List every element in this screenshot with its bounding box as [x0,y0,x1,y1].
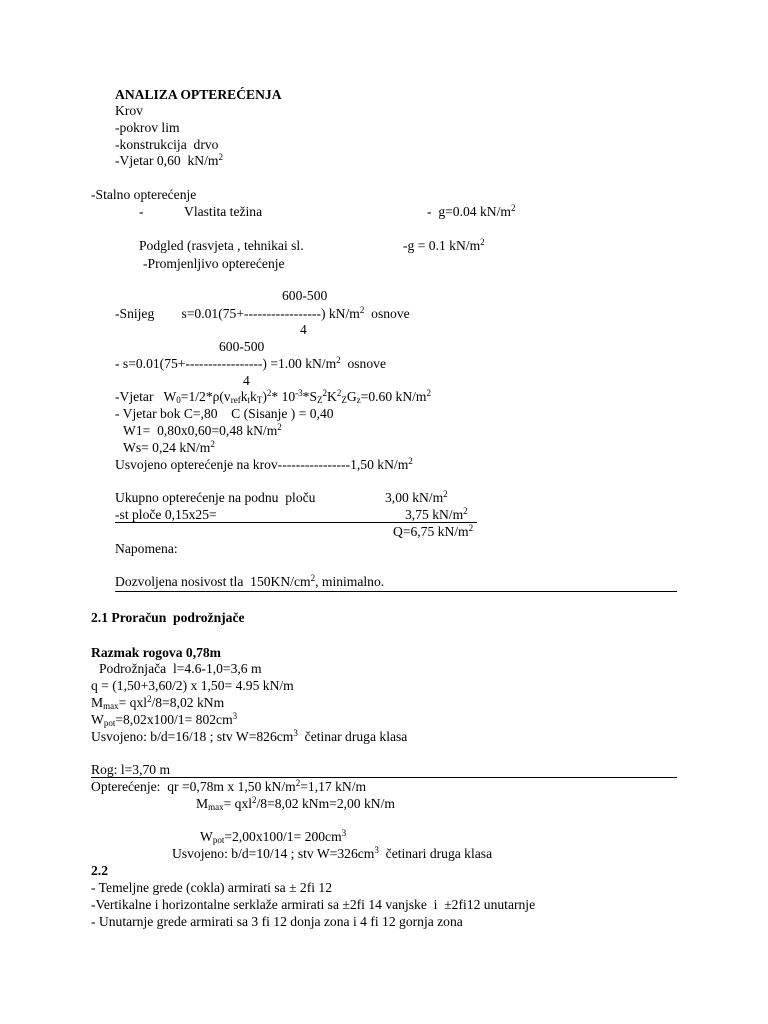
text-line: q = (1,50+3,60/2) x 1,50= 4.95 kN/m [91,678,294,693]
text-line: Q=6,75 $kN/m^2$ [393,523,474,539]
formula-line: $W_{pot}=8,02x100/1= 802cm^3$ [91,711,238,728]
text-line: -Vertikalne i horizontalne serklaže armirati sa ±2fi 14 vanjske i ±2fi12 unutarnje [91,897,536,912]
section-divider [91,777,677,778]
text-line: 3,00 $kN/m^2$ [385,489,448,505]
text-line: 4 [300,322,307,337]
text-line: -Vjetar 0,60 $kN/m^2$ [115,152,223,168]
text-line: - Temeljne grede (cokla) armirati sa ± 2fi 12 [91,880,333,895]
text-line: -Promjenljivo opterećenje [143,256,285,271]
text-line: -Snijeg s=0.01(75+-----------------) $kN/m^2$ osnove [115,305,410,321]
section-heading: 2.1 Proračun podrožnjače [91,610,245,625]
text-line: 600-500 [282,288,328,303]
text-line: Usvojeno: b/d=16/18 ; stv $W=826cm^3$ četinar druga klasa [91,728,408,744]
text-line: Opterećenje: qr =0,78m x 1,50 $kN/m^2=1,17$ kN/m [91,778,367,794]
text-line: Napomena: [115,541,178,556]
text-line: - Vjetar bok C=,80 C (Sisanje ) = 0,40 [115,406,334,421]
sum-line [115,522,477,523]
text-line: -konstrukcija drvo [115,137,219,152]
subheading: Razmak rogova 0,78m [91,645,222,660]
section-heading: 2.2 [91,863,108,878]
text-line: Dozvoljena nosivost tla $150KN/cm^2$, minimalno. [115,573,385,589]
text-line: Usvojeno: b/d=10/14 ; stv $W=326cm^3$ četinari druga klasa [172,845,493,861]
text-line: 600-500 [219,339,265,354]
formula-line: -Vjetar $W_0=1/2*\rho(v_{ref}k_tk_T)^2*$ $10^{-3}*S_Z^2K^2_ZG_z=0.60$ $kN/m^2$ [115,388,432,405]
text-line: Usvojeno opterećenje na krov----------------1,50 $kN/m^2$ [115,456,413,472]
formula-line: $W_{pot}=2,00x100/1= 200cm^3$ [200,828,347,845]
section-title: ANALIZA OPTEREĆENJA [115,87,282,102]
text-line: Podgled (rasvjeta , tehnikai sl. [139,238,304,253]
text-line: Ws= 0,24 $kN/m^2$ [123,439,215,455]
text-line: - s=0.01(75+-----------------) =1.00 $kN/m^2$ osnove [115,355,386,371]
text-line: -st ploče 0,15x25= [115,507,217,522]
text-line: - Unutarnje grede armirati sa 3 fi 12 donja zona i 4 fi 12 gornja zona [91,914,463,929]
text-line: Rog: l=3,70 m [91,762,171,777]
formula-line: $M_{max}= qxl^2/8=8,02$ kNm [91,694,225,711]
section-divider [115,591,677,592]
text-line: W1= 0,80x0,60=0,48 $kN/m^2$ [123,422,282,438]
text-line: Podrožnjača l=4.6-1,0=3,6 m [99,661,262,676]
text-line: 4 [243,373,250,388]
text-line: Krov [115,103,143,118]
text-line: -pokrov lim [115,120,180,135]
text-line: - g=0.04 $kN/m^2$ [427,203,516,219]
text-line: -g = 0.1 $kN/m^2$ [403,237,485,253]
formula-line: $M_{max}= qxl^2/8=8,02$ kNm=2,00 kN/m [196,795,395,812]
text-line: - [139,204,144,219]
text-line: 3,75 $kN/m^2$ [405,506,468,522]
text-line: -Stalno opterećenje [91,187,197,202]
text-line: Vlastita težina [184,204,263,219]
text-line: Ukupno opterećenje na podnu ploču [115,490,316,505]
